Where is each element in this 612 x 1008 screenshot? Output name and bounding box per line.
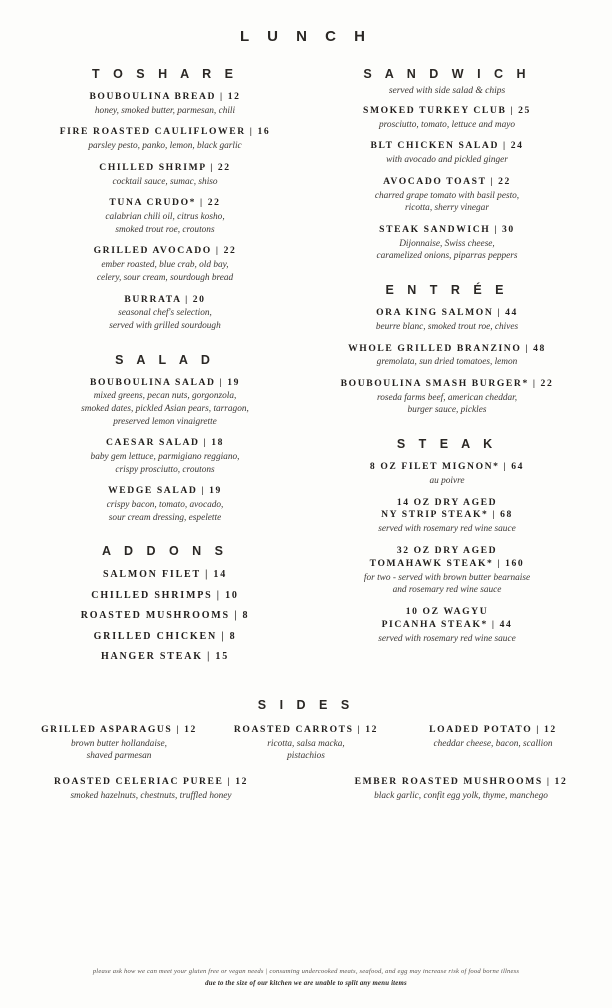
section-title: S I D E S [257,697,355,712]
item-name: STEAK SANDWICH | 30 [379,224,515,235]
section-salad [26,353,304,525]
menu-item [308,545,586,597]
item-name: ROASTED CARROTS | 12 [233,723,379,735]
menu-item [26,197,304,236]
item-name: WEDGE SALAD | 19 [108,485,222,497]
menu-item [26,294,304,333]
item-description: cheddar cheese, bacon, scallion [433,738,553,749]
item-description: beurre blanc, smoked trout roe, chives [375,321,519,332]
side-item [26,776,276,811]
item-name: 32 OZ DRY AGED TOMAHAWK STEAK* | 160 [369,544,525,569]
item-description: au poivre [429,475,465,486]
menu-item [26,377,304,429]
item-name: 10 OZ WAGYU PICANHA STEAK* | 44 [381,605,513,630]
item-name: BLT CHICKEN SALAD | 24 [370,140,524,152]
item-description: roseda farms beef, american cheddar, burger sauce, pickles [376,392,518,416]
item-description: gremolata, sun dried tomatoes, lemon [376,357,518,368]
menu-item [308,307,586,333]
item-description: cocktail sauce, sumac, shiso [112,176,218,187]
item-description: honey, smoked butter, parmesan, chili [94,105,236,116]
item-name: BURRATA | 20 [124,293,206,305]
section-title: S A N D W I C H [363,67,531,81]
item-description: parsley pesto, panko, lemon, black garlic [88,141,242,152]
footer-policy: due to the size of our kitchen we are unable to split any menu items [205,979,407,987]
item-description: mixed greens, pecan nuts, gorgonzola, smoked dates, pickled Asian pears, tarragon, preserved lemon vinaigrette [81,391,249,427]
footer [0,966,612,990]
item-name: SALMON FILET | 14 [102,569,228,581]
menu-item [308,378,586,417]
item-name: ROASTED CELERIAC PUREE | 12 [53,775,249,787]
item-description: smoked hazelnuts, chestnuts, truffled honey [70,790,232,801]
menu-item [26,126,304,152]
item-description: black garlic, confit egg yolk, thyme, manchego [374,790,548,801]
section-title: E N T R É E [385,283,509,298]
left-column [26,67,304,684]
menu-item [308,606,586,645]
footer-disclaimer: please ask how we can meet your gluten free or vegan needs | consuming undercooked meats, seafood, and egg may increase risk of food borne illness [92,967,520,975]
item-name: ROASTED MUSHROOMS | 8 [80,610,250,622]
menu-item [26,568,304,582]
item-name: CHILLED SHRIMPS | 10 [91,589,239,601]
section-to-share [26,67,304,333]
menu-item [26,650,304,664]
item-name: GRILLED AVOCADO | 22 [93,245,237,257]
section-steak [308,437,586,645]
item-name: BOUBOULINA BREAD | 12 [89,91,241,102]
side-item [26,724,212,772]
item-name: AVOCADO TOAST | 22 [383,175,511,187]
menu-item [26,589,304,603]
section-title: A D D O N S [101,544,229,559]
item-name: CHILLED SHRIMP | 22 [99,161,231,173]
menu-item [308,176,586,215]
item-name: LOADED POTATO | 12 [429,723,557,735]
section-sandwich [308,67,586,263]
section-title: T O S H A R E [91,67,239,81]
page-title: L U N C H [240,28,372,45]
right-column [308,67,586,665]
item-description: served with rosemary red wine sauce [378,524,516,535]
side-item [336,776,586,811]
menu-columns [26,67,586,684]
section-entree [308,283,586,417]
item-name: CAESAR SALAD | 18 [105,437,225,449]
item-name: FIRE ROASTED CAULIFLOWER | 16 [59,126,271,138]
item-name: 8 OZ FILET MIGNON* | 64 [369,461,525,473]
item-description: prosciutto, tomato, lettuce and mayo [379,119,515,130]
item-name: WHOLE GRILLED BRANZINO | 48 [348,342,546,354]
item-description: seasonal chef's selection, served with grilled sourdough [109,308,221,331]
item-name: GRILLED CHICKEN | 8 [93,630,237,642]
item-description: charred grape tomato with basil pesto, ricotta, sherry vinegar [374,190,520,214]
item-description: ricotta, salsa macka, pistachios [267,738,345,762]
item-name: TUNA CRUDO* | 22 [109,197,221,209]
menu-item [26,91,304,117]
item-name: GRILLED ASPARAGUS | 12 [41,723,197,735]
section-add-ons [26,544,304,664]
section-title: S T E A K [396,437,498,452]
side-item [400,724,586,772]
item-name: ORA KING SALMON | 44 [376,307,518,319]
section-sides [26,698,586,812]
item-description: crispy bacon, tomato, avocado, sour cream dressing, espelette [106,500,224,523]
item-description: with avocado and pickled ginger [386,155,508,166]
item-description: for two - served with brown butter bearnaise and rosemary red wine sauce [363,572,531,596]
section-title: S A L A D [115,352,215,367]
item-name: HANGER STEAK | 15 [100,651,230,663]
item-name: BOUBOULINA SMASH BURGER* | 22 [340,378,554,389]
menu-item [308,140,586,166]
sides-row-1 [26,724,586,772]
item-description: served with rosemary red wine sauce [378,633,516,644]
menu-item [308,497,586,536]
menu-item [308,461,586,487]
menu-item [26,630,304,644]
item-description: baby gem lettuce, parmigiano reggiano, crispy prosciutto, croutons [90,452,240,475]
menu-item [26,245,304,284]
menu-item [308,224,586,263]
item-name: BOUBOULINA SALAD | 19 [89,376,241,388]
item-name: EMBER ROASTED MUSHROOMS | 12 [354,775,568,787]
section-note: served with side salad & chips [388,86,506,96]
sides-row-2 [26,776,586,811]
item-description: ember roasted, blue crab, old bay, celery, sour cream, sourdough bread [96,260,234,283]
item-name: SMOKED TURKEY CLUB | 25 [363,105,531,116]
item-description: brown butter hollandaise, shaved parmesan [71,738,167,762]
item-name: 14 OZ DRY AGED NY STRIP STEAK* | 68 [381,496,513,521]
menu-item [308,343,586,369]
item-description: Dijonnaise, Swiss cheese, caramelized onions, piparras peppers [376,238,518,262]
menu-item [308,105,586,131]
menu-item [26,437,304,476]
menu-item [26,609,304,623]
menu-item [26,162,304,188]
menu-item [26,485,304,524]
side-item [213,724,399,772]
item-description: calabrian chili oil, citrus kosho, smoked trout roe, croutons [105,212,225,235]
